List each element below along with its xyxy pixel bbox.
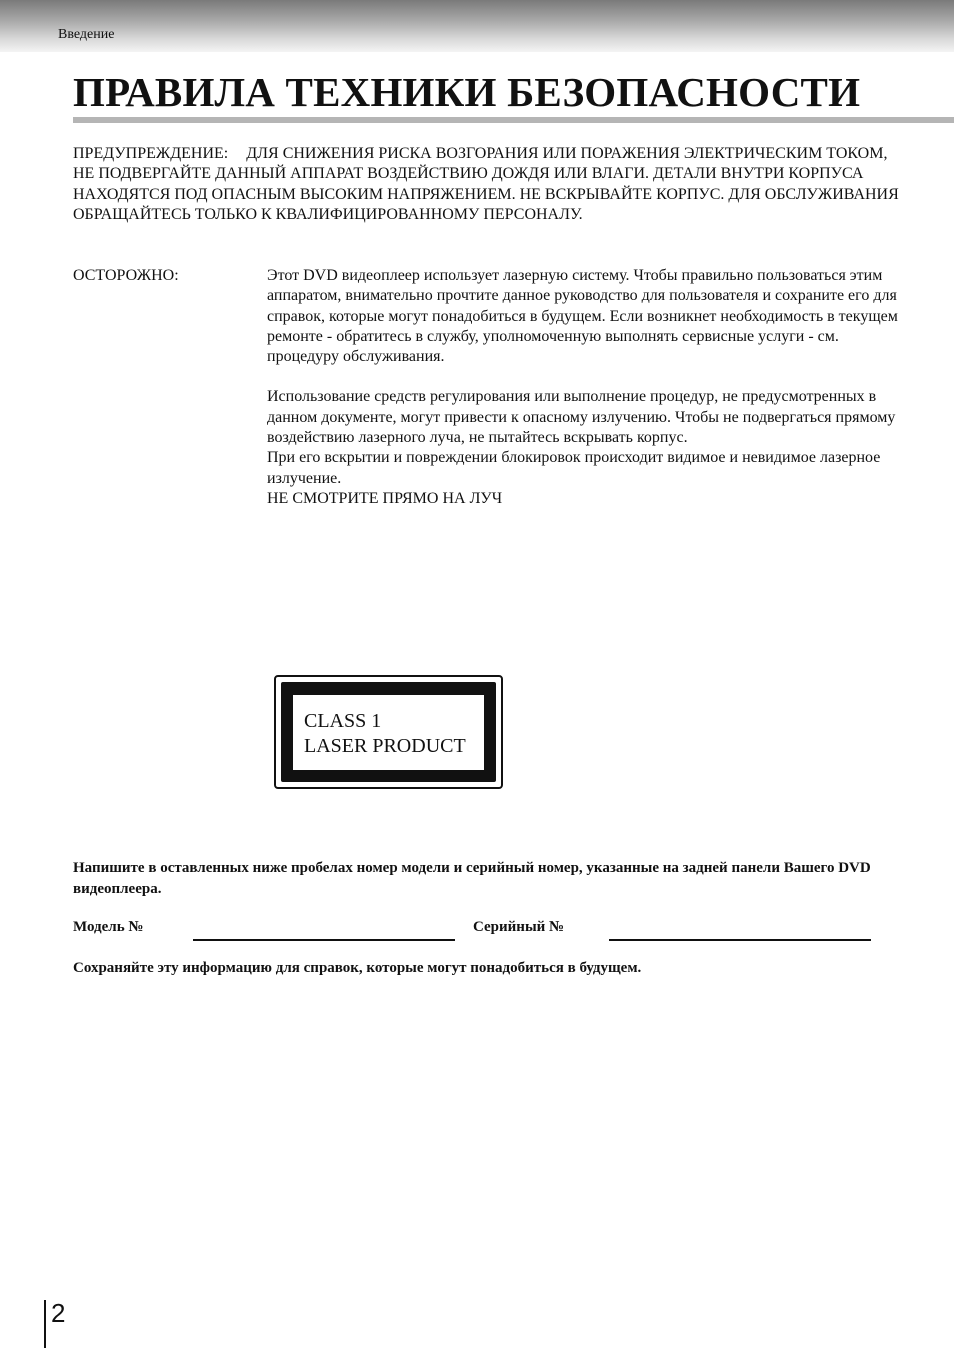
page-number: 2 [51,1298,66,1328]
warning-text: ДЛЯ СНИЖЕНИЯ РИСКА ВОЗГОРАНИЯ ИЛИ ПОРАЖЕНИЯ ЭЛЕКТРИЧЕСКИМ ТОКОМ, НЕ ПОДВЕРГАЙТЕ ДАННЫЙ АППАРАТ ВОЗДЕЙСТВИЮ ДОЖДЯ ИЛИ ВЛАГИ. ДЕТАЛИ ВНУТРИ КОРПУСА НАХОДЯТСЯ ПОД ОПАСНЫМ ВЫСОКИМ НАПРЯЖЕНИЕМ. НЕ ВСКРЫВАЙТЕ КОРПУС. ДЛЯ ОБСЛУЖИВАНИЯ ОБРАЩАЙТЕСЬ ТОЛЬКО К КВАЛИФИЦИРОВАННОМУ ПЕРСОНАЛУ. [73,145,899,224]
caution-paragraph: НЕ СМОТРИТЕ ПРЯМО НА ЛУЧ [267,489,503,507]
caution-label: ОСТОРОЖНО: [73,267,179,284]
laser-label-panel [293,695,484,770]
caution-paragraph: При его вскрытии и повреждении блокировок происходит видимое и невидимое лазерное излучение. [267,449,881,487]
page-number-bar [44,1300,46,1348]
class1-laser-label [274,675,503,789]
instruction-text: Напишите в оставленных ниже пробелах номер модели и серийный номер, указанные на задней панели Вашего DVD видеоплеера. [73,860,871,897]
serial-label: Серийный № [473,919,565,935]
model-number-field[interactable] [193,939,455,941]
model-label: Модель № [73,919,144,935]
save-note: Сохраняйте эту информацию для справок, которые могут понадобиться в будущем. [73,960,642,976]
caution-text [267,266,907,509]
page-title: ПРАВИЛА ТЕХНИКИ БЕЗОПАСНОСТИ [73,69,861,115]
warning-block [73,144,908,226]
warning-label: ПРЕДУПРЕЖДЕНИЕ: [73,145,229,162]
header-band [0,0,954,52]
laser-label-frame [281,682,496,782]
caution-paragraph: Этот DVD видеоплеер использует лазерную систему. Чтобы правильно пользоваться этим аппаратом, внимательно прочтите данное руководство для пользователя и сохраните его для справок, которые могут понадобиться в будущем. Если возникнет необходимость в текущем ремонте - обратитесь в службу, уполномоченную выполнять сервисные услуги - см. процедуру обслуживания. [267,267,898,366]
title-rule [73,117,954,123]
serial-number-field[interactable] [609,939,871,941]
caution-paragraph: Использование средств регулирования или выполнение процедур, не предусмотренных в данном документе, могут привести к опасному излучению. Чтобы не подвергаться прямому воздействию лазерного луча, не пытайтесь вскрывать корпус. [267,388,896,447]
laser-label-line1: CLASS 1 [304,710,382,732]
section-label: Введение [58,27,115,42]
laser-label-line2: LASER PRODUCT [304,735,466,757]
